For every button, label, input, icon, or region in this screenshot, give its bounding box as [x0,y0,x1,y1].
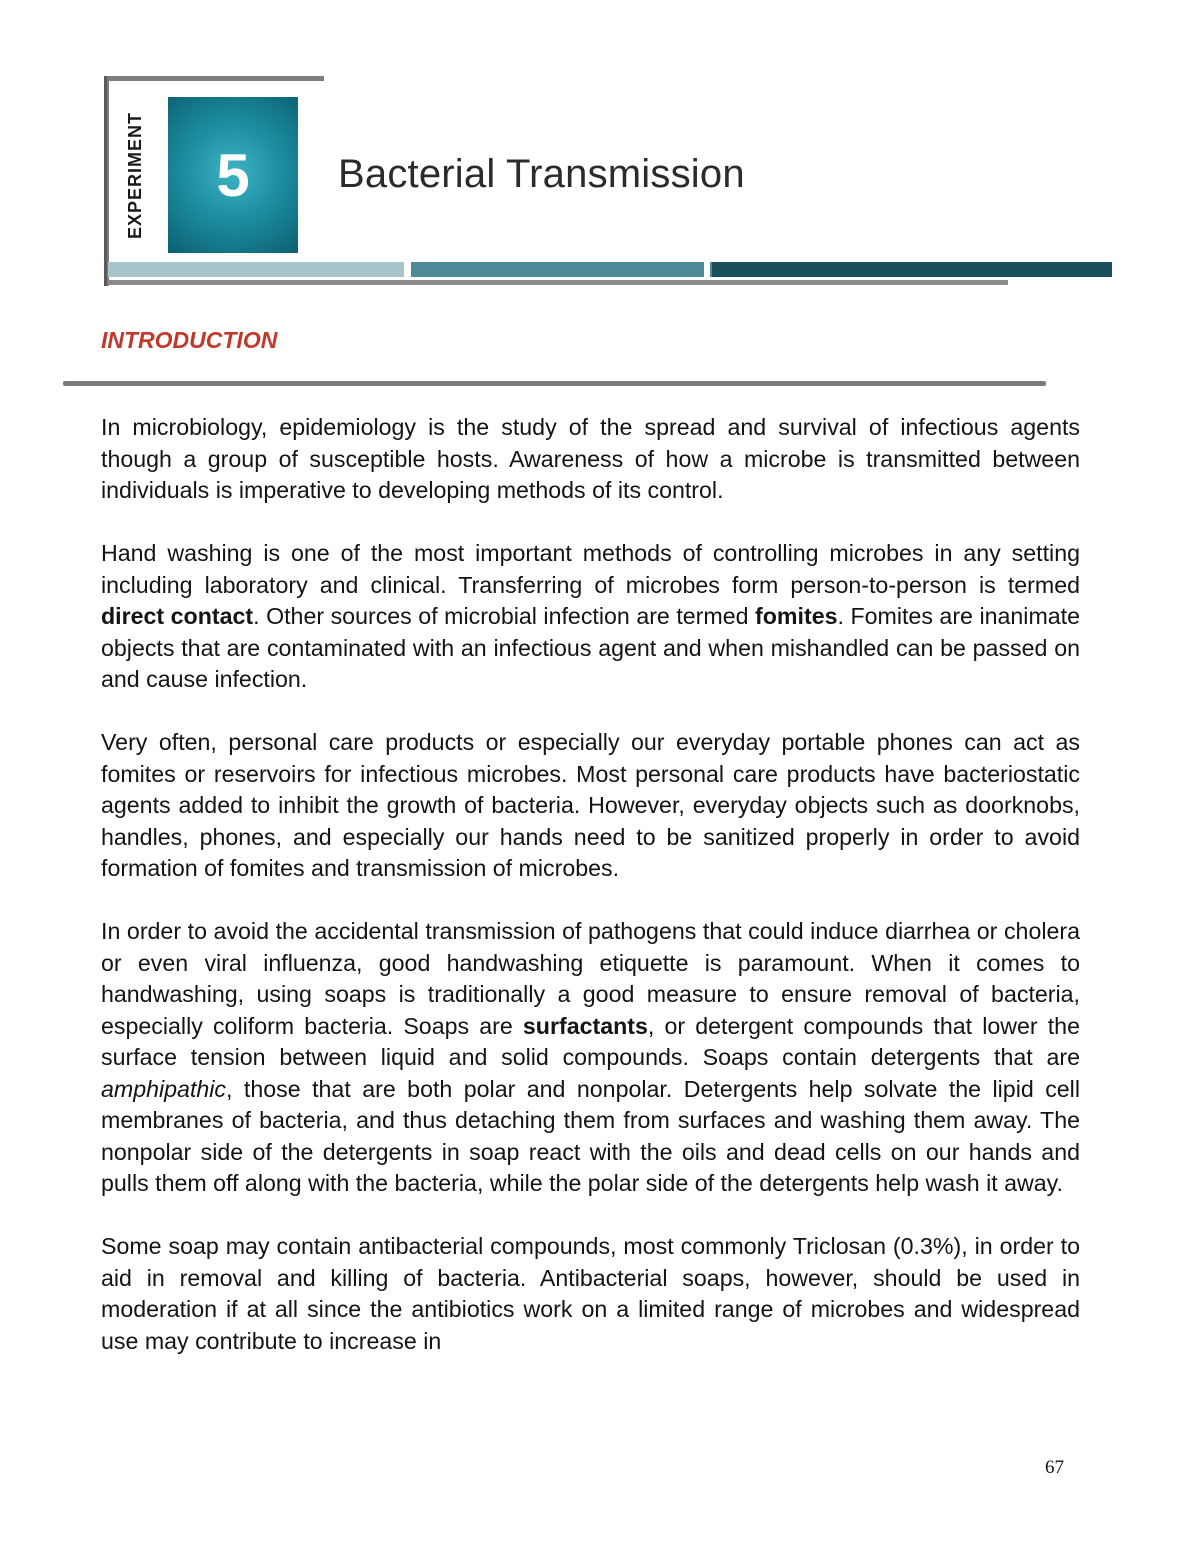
section-divider [63,381,1046,386]
section-heading: INTRODUCTION [101,327,278,353]
paragraph-2-text: Hand washing is one of the most important methods of controlling microbes in any setting including laboratory and clinical. Transferring of microbes form person-to-person is termed [101,540,1080,598]
bar-dark [712,262,1112,277]
page-number: 67 [1045,1457,1064,1478]
term-surfactants: surfactants [522,1012,648,1039]
bar-light [108,262,404,277]
experiment-number: 5 [216,141,250,209]
page-title: Bacterial Transmission [338,152,745,196]
paragraph-4-text: In order to avoid the accidental transmission of pathogens that could induce diarrhea or cholera or even viral influenza, good handwashing etiquette is paramount. When it comes to handwashing, using soaps is traditionally a good measure to ensure removal of bacteria, especially coliform bacteria. Soaps are [101,918,1080,1039]
bar-separator [404,262,408,277]
paragraph-2 [101,538,1080,696]
experiment-number-box [168,97,298,253]
paragraph-2-text: . Other sources of microbial infection are termed [253,603,756,629]
term-fomites: fomites [755,603,838,629]
paragraph-3: Very often, personal care products or especially our everyday portable phones can act as fomites or reservoirs for infectious microbes. Most personal care products have bacteriostatic agents added to inhibit the growth of bacteria. However, everyday objects such as doorknobs, handles, phones, and especially our hands need to be sanitized properly in order to avoid formation of fomites and transmission of microbes. [101,729,1080,881]
paragraph-1: In microbiology, epidemiology is the study of the spread and survival of infectious agents though a group of susceptible hosts. Awareness of how a microbe is transmitted between individuals is imperative to developing methods of its control. [101,414,1080,503]
bar-shadow-rule [108,280,1008,285]
bar-separator [704,262,710,277]
term-direct-contact: direct contact [101,603,254,629]
term-amphipathic: amphipathic [101,1075,227,1102]
paragraph-5: Some soap may contain antibacterial compounds, most commonly Triclosan (0.3%), in order to aid in removal and killing of bacteria. Antibacterial soaps, however, should be used in moderation if at all since the antibiotics work on a limited range of microbes and widespread use may contribute to increase in [101,1233,1080,1354]
paragraph-2-text: . Fomites are inanimate objects that are contaminated with an infectious agent and when mishandled can be passed on and cause infection. [101,603,1080,692]
paragraph-4-text: , those that are both polar and nonpolar. Detergents help solvate the lipid cell membranes of bacteria, and thus detaching them from surfaces and washing them away. The nonpolar side of the detergents in soap react with the oils and dead cells on our hands and pulls them off along with the bacteria, while the polar side of the detergents help wash it away. [101,1075,1080,1196]
bar-mid [411,262,712,277]
body-text [101,412,1080,1357]
experiment-label [113,95,159,255]
paragraph-4-text: , or detergent compounds that lower the surface tension between liquid and solid compounds. Soaps contain detergents that are [101,1012,1080,1070]
experiment-label-text: EXPERIMENT [125,111,146,239]
paragraph-4 [101,916,1080,1200]
